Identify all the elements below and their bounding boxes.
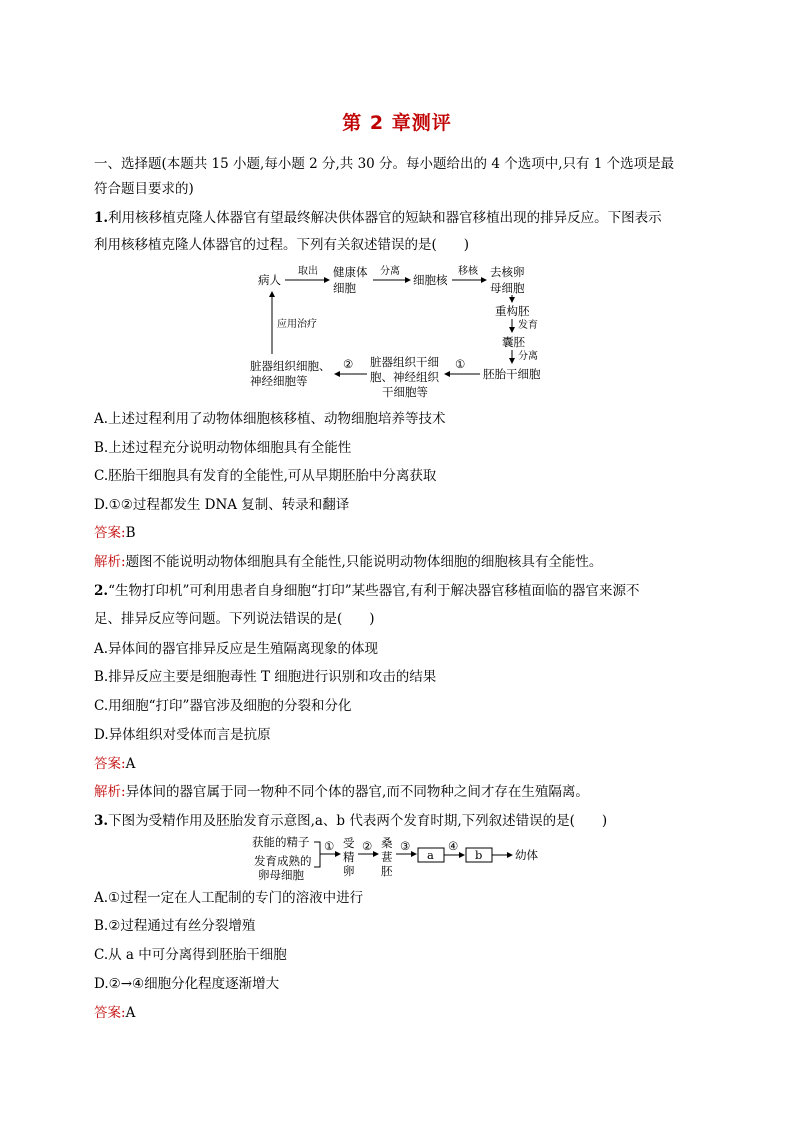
d3-zygote-2: 精 <box>343 850 355 864</box>
q3-option-a: A.①过程一定在人工配制的专门的溶液中进行 <box>94 890 364 906</box>
q3-answer-value: A <box>125 1005 136 1021</box>
d1-patient: 病人 <box>258 273 281 287</box>
d3-bracket <box>314 842 320 867</box>
d1-nucleus: 细胞核 <box>413 273 448 287</box>
d1-circle-2: ② <box>343 357 354 371</box>
d1-stem-1: 脏器组织干细 <box>370 355 439 369</box>
d1-take-label: 取出 <box>298 266 318 277</box>
d3-zygote-1: 受 <box>343 836 355 850</box>
d1-transfer-label: 移核 <box>458 266 478 277</box>
d3-circle-3: ③ <box>400 839 411 853</box>
d3-zygote-3: 卵 <box>343 864 355 878</box>
d3-label-b: b <box>475 848 483 862</box>
q1-analysis <box>94 553 714 571</box>
q3-answer-label: 答案: <box>94 1005 126 1021</box>
q1-stem-text1: 利用核移植克隆人体器官有望最终解决供体器官的短缺和器官移植出现的排异反应。下图表示 <box>108 210 662 226</box>
d3-young: 幼体 <box>515 848 538 862</box>
q2-stem-line1 <box>94 582 714 600</box>
q1-answer-value: B <box>125 525 136 541</box>
d3-sperm: 获能的精子 <box>252 835 310 849</box>
d3-label-a: a <box>427 848 434 862</box>
section-heading-line2: 符合题目要求的) <box>94 181 194 197</box>
d1-esc: 胚胎干细胞 <box>483 367 541 381</box>
d1-separate-label: 分离 <box>380 266 400 277</box>
d1-organ-1: 脏器组织细胞、 <box>250 359 331 373</box>
d1-treat-label: 应用治疗 <box>277 319 317 330</box>
q2-option-d: D.异体组织对受体而言是抗原 <box>94 727 271 743</box>
section-heading-line1: 一、选择题(本题共 15 小题,每小题 2 分,共 30 分。每小题给出的 4 个选项中,只有 1 个选项是最 <box>94 156 675 172</box>
d1-reconstructed: 重构胚 <box>495 304 530 318</box>
d3-circle-1: ① <box>324 839 335 853</box>
q1-option-a: A.上述过程利用了动物体细胞核移植、动物细胞培养等技术 <box>94 411 446 427</box>
d3-morula-1: 桑 <box>381 836 393 850</box>
q1-option-d: D.①②过程都发生 DNA 复制、转录和翻译 <box>94 497 350 513</box>
q1-number: 1. <box>94 210 109 226</box>
q3-stem-text: 下图为受精作用及胚胎发育示意图,a、b 代表两个发育时期,下列叙述错误的是( ) <box>108 813 608 829</box>
d1-organ-2: 神经细胞等 <box>250 374 308 388</box>
q2-number: 2. <box>94 583 109 599</box>
q1-option-b: B.上述过程充分说明动物体细胞具有全能性 <box>94 440 352 456</box>
q2-option-b: B.排异反应主要是细胞毒性 T 细胞进行识别和攻击的结果 <box>94 669 437 685</box>
q3-option-b: B.②过程通过有丝分裂增殖 <box>94 918 256 934</box>
q3-answer <box>94 1004 714 1022</box>
d3-morula-3: 胚 <box>381 864 393 878</box>
d1-healthy-1: 健康体 <box>333 265 368 279</box>
q2-answer-label: 答案: <box>94 756 126 772</box>
d1-blastocyst: 囊胚 <box>502 335 525 349</box>
d3-oocyte-1: 发育成熟的 <box>254 854 312 868</box>
page-title: 第 2 章测评 <box>342 112 452 134</box>
q1-flow-diagram <box>240 262 560 402</box>
q3-stem <box>94 812 714 830</box>
d1-circle-1: ① <box>455 357 466 371</box>
d3-circle-4: ④ <box>448 839 459 853</box>
q1-answer <box>94 524 714 542</box>
d1-separate2-label: 分离 <box>518 351 538 362</box>
q2-option-c: C.用细胞“打印”器官涉及细胞的分裂和分化 <box>94 698 352 714</box>
d1-egg-2: 母细胞 <box>490 281 525 295</box>
q2-analysis-text: 异体间的器官属于同一物种不同个体的器官,而不同物种之间才存在生殖隔离。 <box>125 784 589 800</box>
q2-answer-value: A <box>125 756 136 772</box>
d3-morula-2: 葚 <box>381 850 393 864</box>
q1-answer-label: 答案: <box>94 525 126 541</box>
q3-option-d: D.②→④细胞分化程度逐渐增大 <box>94 976 280 992</box>
d1-healthy-2: 细胞 <box>333 281 356 295</box>
q1-option-c: C.胚胎干细胞具有发育的全能性,可从早期胚胎中分离获取 <box>94 468 437 484</box>
q2-answer <box>94 755 714 773</box>
q1-flow-svg <box>240 262 560 402</box>
d1-stem-3: 干细胞等 <box>382 385 428 399</box>
q3-flow-svg <box>250 834 550 884</box>
q2-analysis <box>94 783 714 801</box>
q3-flow-diagram <box>250 834 550 884</box>
q3-number: 3. <box>94 813 109 829</box>
q2-stem-text1: “生物打印机”可利用患者自身细胞“打印”某些器官,有利于解决器官移植面临的器官来源不 <box>108 583 640 599</box>
q2-option-a: A.异体间的器官排异反应是生殖隔离现象的体现 <box>94 641 379 657</box>
d3-circle-2: ② <box>362 839 373 853</box>
q1-stem-line1 <box>94 209 714 227</box>
q2-analysis-label: 解析: <box>94 784 126 800</box>
q2-stem-line2: 足、排异反应等问题。下列说法错误的是( ) <box>94 611 375 627</box>
d1-stem-2: 胞、神经组织 <box>370 370 439 384</box>
q1-stem-line2: 利用核移植克隆人体器官的过程。下列有关叙述错误的是( ) <box>94 237 470 253</box>
d1-egg-1: 去核卵 <box>490 265 525 279</box>
d3-oocyte-2: 卵母细胞 <box>258 868 304 882</box>
d1-develop-label: 发育 <box>518 320 538 331</box>
q3-option-c: C.从 a 中可分离得到胚胎干细胞 <box>94 947 287 963</box>
q1-analysis-label: 解析: <box>94 554 126 570</box>
q1-analysis-text: 题图不能说明动物体细胞具有全能性,只能说明动物体细胞的细胞核具有全能性。 <box>125 554 603 570</box>
